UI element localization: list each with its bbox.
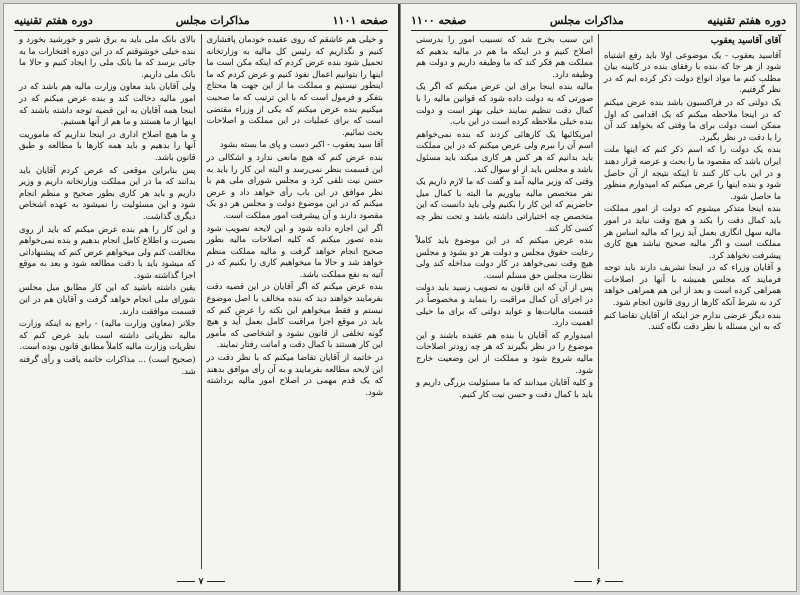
right-page-folio	[401, 577, 796, 587]
paragraph: امریکائیها یک کارهائی کردند که بنده نمی‌خواهم اسم آن را ببرم ولی عرض میکنم که در این مملکت باید بدانیم که هر کس هر کاری میکند باید مسئول باشد و مجلس باید از او سوال کند.	[416, 128, 593, 174]
left-page-left-column	[14, 34, 202, 569]
left-header-session: دوره هفتم تقنینیه	[14, 13, 93, 27]
paragraph: و ما هیچ اصلاح اداری در اینجا نداریم که ماموریت آنها را بدهیم و باید همه کارها با مطالعه و طبق قانون باشد.	[19, 128, 196, 162]
speaker-heading: آقای آقاسید یعقوب	[710, 36, 781, 46]
paragraph: و کلیه آقایان میدانند که ما مسئولیت بزرگی داریم و باید با کمال دقت و حسن نیت کار کنیم.	[416, 377, 593, 399]
right-header-title: مذاکرات مجلس	[549, 13, 624, 27]
paragraph: بنده عرض کنم که هیچ مانعی ندارد و اشکالی در این قسمت بنظر نمی‌رسد و البته این کار را باید به حسن نیت تلقی کرد و مجلس شورای ملی هم با نظر موافق در این باب رأی خواهد داد و عرض میکنم که در این موضوع دولت و مجلس هر دو یک مقصود دارند و آن پیشرفت امور مملکت است.	[206, 151, 383, 220]
paragraph: و این کار را هم بنده عرض میکنم که باید از روی بصیرت و اطلاع کامل انجام بدهیم و بنده نمی‌خواهم مخالفت کنم ولی میخواهم عرض کنم که پیشنهاداتی که میشود باید با دقت مطالعه شود و بعد به موقع اجرا گذاشته شود.	[19, 223, 196, 280]
paragraph: یک دولتی که در فراکسیون باشد بنده عرض میکنم که در اینجا ملاحظه میکنم که یک اقدامی که اول ممکن است دولت برای ما وقتی که بخواهد کند آن را با دقت در نظر بگیرد.	[604, 96, 781, 142]
left-page-columns	[14, 34, 388, 569]
left-folio-number: ۷	[198, 577, 204, 587]
paragraph: در خاتمه از آقایان تقاضا میکنم که با نظر دقت در این لایحه مطالعه بفرمایند و به آن رأی موافق بدهند که یک قدم مهمی در اصلاح امور مالیه برداشته شود.	[206, 352, 383, 397]
paragraph: اگر این اجازه داده شود و این لایحه تصویب شود بنده تصور میکنم که کلیه اصلاحات مالیه بطور صحیح انجام خواهد گرفت و مالیه مملکت منظم خواهد شد و حالا ما میخواهیم کاری را بکنیم که در آتیه به نفع مملکت باشد.	[206, 222, 383, 279]
right-page	[400, 4, 796, 591]
paragraph: (صحیح است) ... مذاکرات خاتمه یافت و رأی گرفته شد.	[19, 354, 196, 376]
paragraph: یقین داشته باشید که این کار مطابق میل مجلس شورای ملی انجام خواهد گرفت و آقایان هم در این قسمت موافقت دارند.	[19, 282, 196, 316]
paragraph: بنده یک دولت را که اسم ذکر کنم که اینها ملت ایران باشد که مقصود ما را بحث و عرضه قرار دهند و در این باب کار کنند تا اینکه نتیجه از آن حاصل شود و بنده اینها را عرض میکنم که امیدوارم منظور ما حاصل شود.	[604, 144, 781, 201]
left-page-folio	[4, 577, 398, 587]
left-header-page-number: صفحه ۱۱۰۱	[332, 13, 388, 27]
paragraph: و خیلی هم عاشقم که روی عقیده خودمان پافشاری کنیم و نگذاریم که رئیس کل مالیه به وزارتخانه تحمیل شود بنده عرض کردم که اینکه مکن است ما اینها را بتوانیم اعمال نفوذ کنیم و عرض کردم که ما اینطور نیستیم و مملکت ما از این جهت ها محتاج بتفکر و فرمول است که با این ترتیب که ما صحبت میکنیم بنده عرض میکنم که یکی از وزراء مقتضی است که برای عملیات در این مملکت و اصلاحات بحث نمائیم.	[206, 34, 383, 137]
right-page-right-column	[599, 34, 786, 569]
right-header-session: دوره هفتم تقنینیه	[707, 13, 786, 27]
paragraph: امیدوارم که آقایان با بنده هم عقیده باشند و این موضوع را در نظر بگیرند که هر چه زودتر اصلاحات مالیه شروع شود و مملکت از این وضعیت خارج شود.	[416, 329, 593, 375]
paragraph: جلاتر (معاون وزارت مالیه) - راجع به اینکه وزارت مالیه نظریاتی داشته است باید عرض کنم که نظریات وزارت مالیه کاملاً مطابق قانون بوده است.	[19, 318, 196, 352]
left-header-title: مذاکرات مجلس	[175, 13, 250, 27]
paragraph: بنده عرض میکنم که اگر آقایان در این قضیه دقت بفرمایند خواهند دید که بنده مخالف با اصل موضوع نیستم و فقط میخواهم این نکته را عرض کنم که باید در موقع اجرا مراقبت کامل بعمل آید و هیچ گونه تخلفی از قانون نشود و اشخاصی که مأمور این کار هستند با کمال دقت و امانت رفتار نمایند.	[206, 281, 383, 350]
paragraph: ولی آقایان باید معاون وزارت مالیه هم باشد که در امور مالیه دخالت کند و بنده عرض میکنم که در اینجا همه آقایان به این قضیه توجه داشته باشند که اینها از ما هستند و ما هم از آنها هستیم.	[19, 81, 196, 127]
right-header-page-number: صفحه ۱۱۰۰	[411, 13, 467, 27]
paragraph: بالای بانک ملی باید به برق شیر و خورشید بخورد و بنده خیلی خوشوقتم که در این دوره افتخارات ما به جائی برسد که ما بانک ملی را ایجاد کنیم و حالا ما بانک ملی داریم.	[19, 34, 196, 79]
paragraph: پس بنابراین موقعی که عرض کردم آقایان باید بدانند که ما در این مملکت وزارتخانه داریم و وزیر داریم و باید هر کاری بطور صحیح و منظم انجام شود و این مسئولیت را نمیشود به عهده اشخاص دیگری گذاشت.	[19, 164, 196, 221]
paragraph: بنده عرض میکنم که در این موضوع باید کاملاً رعایت حقوق مجلس و دولت هر دو بشود و مجلس هیچ وقت نمی‌خواهد در کار دولت مداخله کند ولی نظارت مجلس حق مسلم است.	[416, 235, 593, 280]
right-folio-number: ۶	[596, 577, 601, 587]
right-page-header	[411, 12, 786, 31]
paragraph: و آقایان وزراء که در اینجا تشریف دارند باید توجه فرمایند که مجلس همیشه با آنها در اصلاحات همراهی کرده است و بعد از این هم همراهی خواهد کرد به شرط آنکه کارها از روی قانون انجام شود.	[604, 262, 781, 308]
left-page-header	[14, 12, 388, 31]
paragraph: پس از آن که این قانون به تصویب رسید باید دولت در اجرای آن کمال مراقبت را بنماید و مخصوصاً در قسمت مالیات‌ها و عواید دولتی که برای ما خیلی اهمیت دارد.	[416, 282, 593, 328]
paragraph: مالیه بنده اینجا برای این عرض میکنم که اگر یک صورتی که به دولت داده شود که قوانین مالیه را با کمال دقت تنظیم نمایند خیلی بهتر است و دولت بنده خیلی ملاحظه کرده است در این باب.	[416, 81, 593, 127]
left-page-right-column	[202, 34, 389, 569]
paragraph: آقاسید یعقوب - یک موضوعی اولا باید رفع اشتباه شود از هر جا که بنده با رفقای بنده در کابینه بیان مطلب کنم ما مواد انواع دولت ذکر کرده ایم که در نظر گرفتیم.	[604, 49, 781, 95]
paragraph: بنده اینجا متذکر میشوم که دولت از امور مملکت باید کمال دقت را بکند و هیچ وقت نباید در امور مالیه سهل انگاری بعمل آید زیرا که مالیه اساس هر مملکت است و اگر مالیه صحیح نباشد هیچ کاری پیشرفت نخواهد کرد.	[604, 203, 781, 260]
right-page-columns	[411, 34, 786, 569]
left-page	[4, 4, 400, 591]
paragraph: بنده دیگر عرضی ندارم جز اینکه از آقایان تقاضا کنم که به این مسئله با نظر دقت نگاه کنند.	[604, 309, 781, 332]
paragraph: آقا سید یعقوب - اکبر دست و پای ما بسته بشود	[219, 139, 383, 150]
paragraph: این سبب بخرج شد که تسبیب امور را بدرستی اصلاح کنیم و در اینکه ما هم در مالیه بدهیم که مملکت هم فکر کند که ما وظیفه داریم و دولت هم وظیفه دارد.	[416, 34, 593, 79]
paragraph: وقتی که وزیر مالیه آمد و گفت که ما لازم داریم یک نفر متخصص مالیه بیاوریم ما البته با کمال میل حاضریم که این کار را بکنیم ولی باید دانست که این متخصص چه اختیاراتی داشته باشد و تحت نظر چه کسی کار کند.	[416, 176, 593, 233]
book-spread	[4, 4, 796, 591]
right-page-left-column	[411, 34, 599, 569]
